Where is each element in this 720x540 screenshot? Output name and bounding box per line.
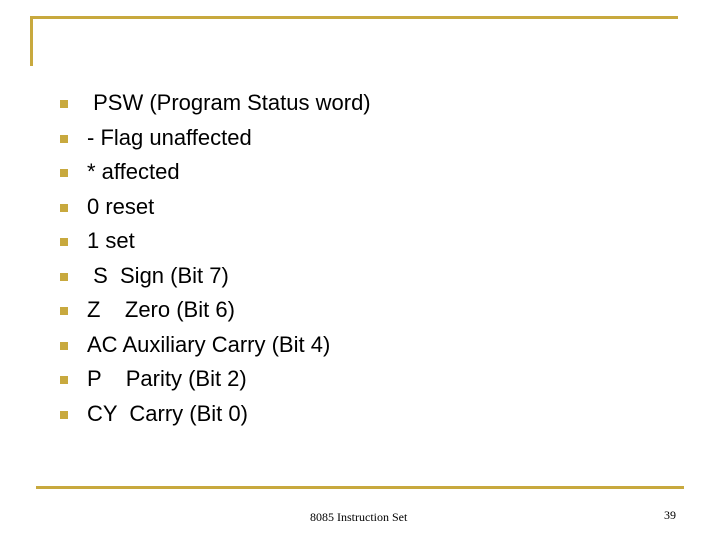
bullet-text: * affected (87, 159, 180, 184)
page-number: 39 (664, 508, 676, 522)
list-item (60, 328, 331, 363)
bullet-text: PSW (Program Status word) (87, 90, 371, 115)
bullet-text: - Flag unaffected (87, 124, 252, 150)
left-frame-rule (30, 16, 33, 66)
square-bullet-icon (60, 273, 68, 281)
square-bullet-icon (60, 411, 68, 419)
square-bullet-icon (60, 376, 68, 384)
list-item (60, 155, 180, 190)
square-bullet-icon (60, 169, 68, 177)
list-item (60, 397, 248, 432)
square-bullet-icon (60, 204, 68, 212)
footer-rule (36, 486, 684, 489)
bullet-text: 0 reset (87, 193, 155, 219)
list-item (60, 259, 229, 294)
square-bullet-icon (60, 238, 68, 246)
bullet-text: Z Zero (Bit 6) (87, 297, 235, 322)
square-bullet-icon (60, 135, 68, 143)
footer-title: 8085 Instruction Set (310, 510, 408, 524)
list-item (60, 121, 252, 156)
list-item (60, 86, 371, 121)
bullet-text: P Parity (Bit 2) (87, 366, 247, 391)
bullet-text: 1 set (87, 228, 135, 253)
list-item (60, 293, 235, 328)
square-bullet-icon (60, 342, 68, 350)
list-item (60, 362, 247, 397)
list-item (60, 190, 155, 225)
top-frame-rule (30, 16, 678, 19)
bullet-list (60, 86, 371, 431)
square-bullet-icon (60, 307, 68, 315)
bullet-text: CY Carry (Bit 0) (87, 400, 248, 426)
square-bullet-icon (60, 100, 68, 108)
bullet-text: S Sign (Bit 7) (87, 262, 229, 288)
bullet-text: AC Auxiliary Carry (Bit 4) (87, 331, 331, 357)
list-item (60, 224, 135, 259)
